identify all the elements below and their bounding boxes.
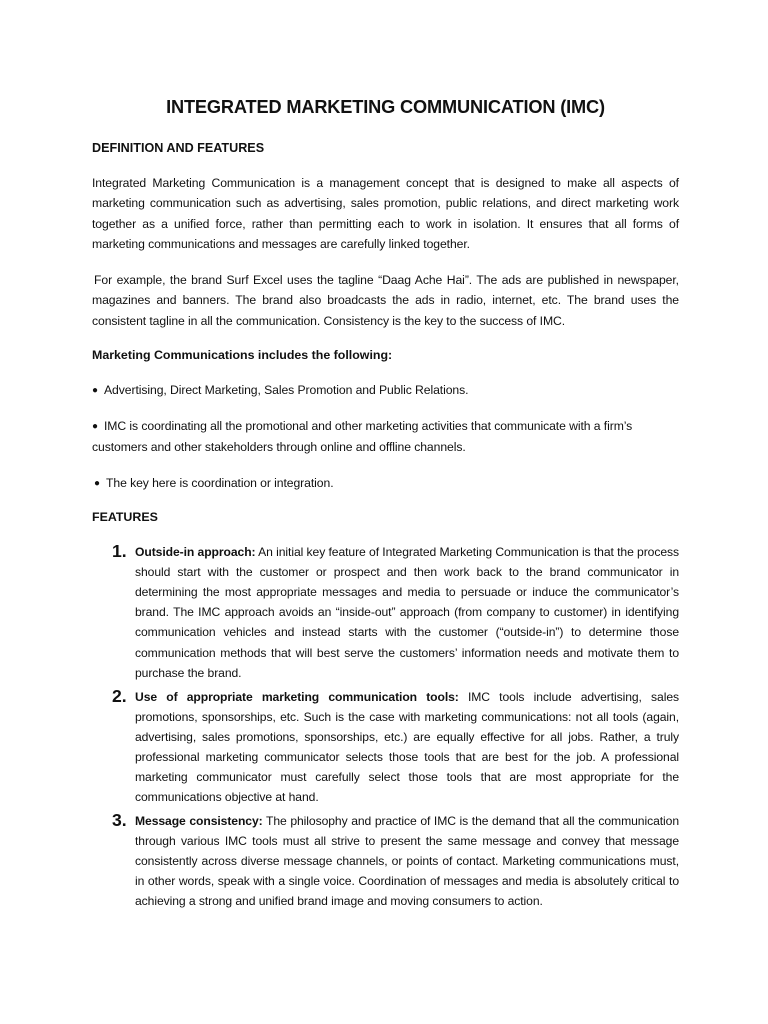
example-paragraph: For example, the brand Surf Excel uses the tagline “Daag Ache Hai”. The ads are published in newspaper, magazines and banners. The brand also broadcasts the ads in radio, internet, etc. The brand uses the consistent tagline in all the communication. Consistency is the key to the success of IMC. — [92, 273, 679, 328]
bullet-dot-icon: ● — [92, 385, 98, 397]
feature-item-outside-in — [92, 542, 679, 682]
feature-description: IMC tools include advertising, sales promotions, sponsorships, etc. Such is the case with marketing communications: not all tools (again, advertising, sales promotions, sponsorships, etc.) are equally effective for all jobs. Rather, a truly professional marketing communicator selects those tools that are best for the job. A professional marketing communicator must carefully select those tools that are most appropriate for the communications objective at hand. — [135, 689, 679, 804]
feature-text — [135, 542, 679, 682]
feature-number: 2. — [112, 685, 127, 706]
features-heading: FEATURES — [92, 510, 158, 525]
feature-text — [135, 811, 679, 911]
bullet-text: The key here is coordination or integration. — [106, 475, 334, 490]
feature-title: Outside-in approach: — [135, 545, 256, 560]
bullet-dot-icon: ● — [92, 421, 98, 433]
bullet-dot-icon: ● — [94, 477, 100, 489]
feature-item-communication-tools — [92, 687, 679, 807]
feature-description: The philosophy and practice of IMC is the demand that all the communication through various IMC tools must all strive to present the same message and convey that message consistently across diverse message channels, or points of contact. Marketing communications must, in other words, speak with a single voice. Coordination of messages and media is absolutely critical to achieving a strong and unified brand image and moving consumers to action. — [135, 813, 679, 909]
feature-text — [135, 687, 679, 807]
includes-heading: Marketing Communications includes the following: — [92, 348, 393, 363]
document-content — [92, 94, 679, 915]
feature-title: Use of appropriate marketing communication tools: — [135, 689, 459, 704]
feature-description: An initial key feature of Integrated Marketing Communication is that the process should start with the customer or prospect and then work back to the brand communicator in determining the most appropriate messages and media to persuade or induce the communicator’s brand. The IMC approach avoids an “inside-out” approach (from company to customer) in identifying communication vehicles and instead starts with the customer (“outside-in”) to determine those communication methods that will best serve the customers’ information needs and motivate them to purchase the brand. — [135, 545, 679, 680]
bullet-text: Advertising, Direct Marketing, Sales Promotion and Public Relations. — [104, 383, 469, 398]
bullet-item-coordination — [92, 416, 679, 457]
definition-heading: DEFINITION AND FEATURES — [92, 141, 265, 155]
bullet-text: IMC is coordinating all the promotional and other marketing activities that communicate with a firm’s customers and other stakeholders through online and offline channels. — [92, 419, 633, 454]
definition-paragraph: Integrated Marketing Communication is a management concept that is designed to make all aspects of marketing communication such as advertising, sales promotion, public relations, and direct marketing work together as a unified force, rather than permitting each to work in isolation. It ensures that all forms of marketing communications and messages are carefully linked together. — [92, 176, 679, 251]
document-title: INTEGRATED MARKETING COMMUNICATION (IMC) — [166, 97, 605, 117]
features-list — [92, 542, 679, 911]
bullet-item-advertising — [92, 380, 679, 400]
feature-item-message-consistency — [92, 811, 679, 911]
feature-number: 1. — [112, 541, 127, 562]
feature-title: Message consistency: — [135, 813, 263, 828]
bullet-item-integration — [92, 473, 679, 493]
feature-number: 3. — [112, 809, 127, 830]
